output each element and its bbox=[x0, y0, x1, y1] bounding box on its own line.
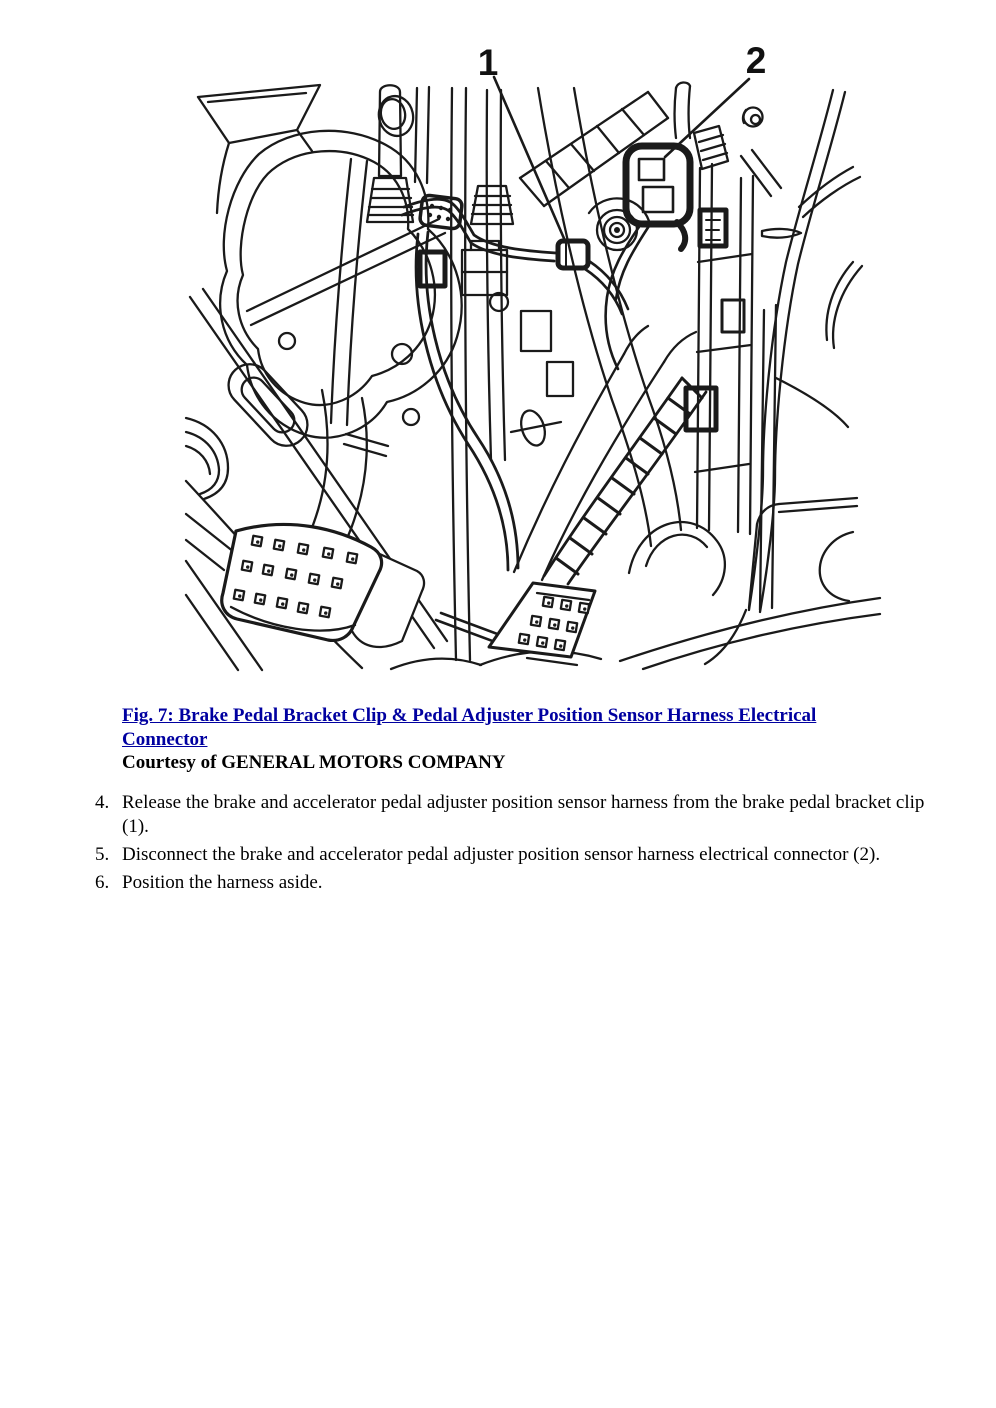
figure-courtesy-text: Courtesy of GENERAL MOTORS COMPANY bbox=[122, 752, 506, 773]
step-number: 5. bbox=[95, 843, 110, 865]
step-number: 6. bbox=[95, 871, 110, 893]
step-text: Position the harness aside. bbox=[122, 871, 323, 893]
procedure-step-4 bbox=[95, 791, 936, 839]
figure-7 bbox=[0, 0, 996, 702]
procedure-steps bbox=[95, 791, 936, 895]
step-text: Release the brake and accelerator pedal adjuster position sensor harness from the brake pedal bracket clip (1). bbox=[122, 791, 925, 837]
procedure-step-5 bbox=[95, 843, 936, 867]
procedure-step-6 bbox=[95, 871, 936, 895]
figure-caption-block bbox=[122, 704, 916, 775]
figure-caption-link[interactable]: Fig. 7: Brake Pedal Bracket Clip & Pedal Adjuster Position Sensor Harness Electrical Connector bbox=[122, 705, 817, 750]
callout-2-leader bbox=[665, 79, 749, 157]
callout-1-leader bbox=[494, 77, 566, 243]
step-text: Disconnect the brake and accelerator pedal adjuster position sensor harness electrical connector (2). bbox=[122, 843, 881, 865]
figure-illustration bbox=[0, 0, 996, 702]
step-number: 4. bbox=[95, 791, 110, 813]
callout-1-label: 1 bbox=[477, 42, 499, 83]
callout-2-label: 2 bbox=[745, 40, 767, 81]
